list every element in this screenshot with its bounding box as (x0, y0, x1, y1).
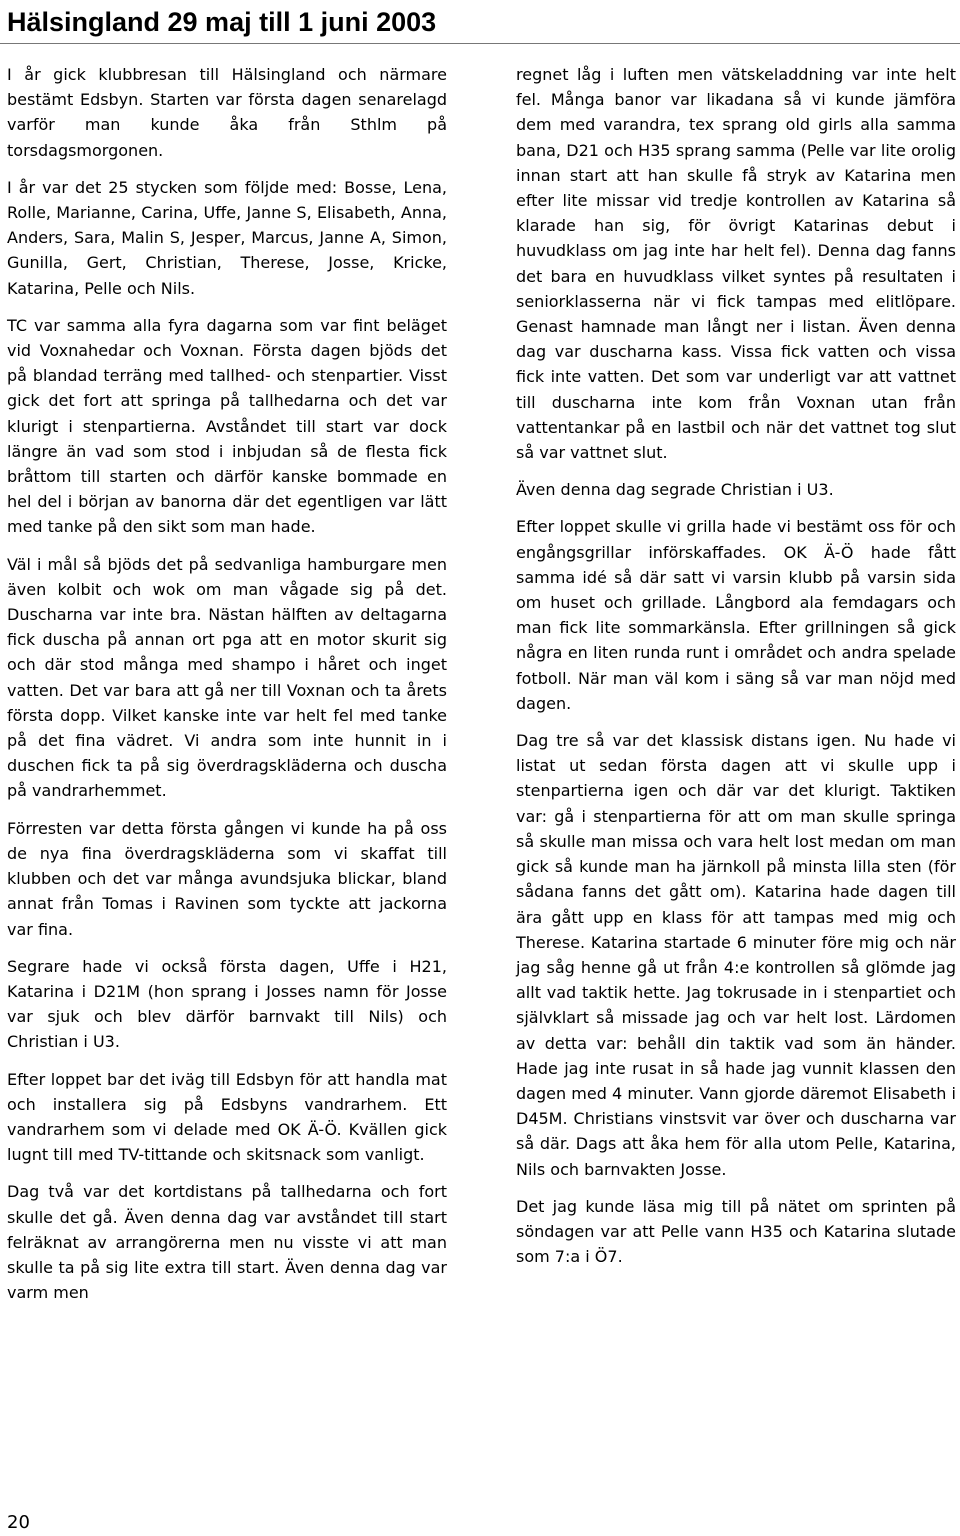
paragraph: I år var det 25 stycken som följde med: Bosse, Lena, Rolle, Marianne, Carina, Uffe, Janne S, Elisabeth, Anna, Anders, Sara, Malin S, Jesper, Marcus, Janne A, Simon, Gunilla, Gert, Christian, Therese, Josse, Kricke, Katarina, Pelle och Nils. (7, 177, 447, 298)
paragraph: Segrare hade vi också första dagen, Uffe i H21, Katarina i D21M (hon sprang i Josses namn för Josse var sjuk och blev därför barnvakt till Nils) och Christian i U3. (7, 956, 447, 1052)
page-number: 20 (7, 1512, 30, 1533)
page-title: Hälsingland 29 maj till 1 juni 2003 (7, 7, 437, 37)
left-column (7, 62, 447, 1317)
paragraph: regnet låg i luften men vätskeladdning var inte helt fel. Många banor var likadana så vi kunde jämföra dem med varandra, tex sprang old girls alla samma bana, D21 och H35 sprang samma (Pelle var lite orolig innan start att han skulle få stryk av Katarina men efter lite missar vid tredje kontrollen av Katarina så klarade han sig, för övrigt Katarinas debut i huvudklass om jag inte har helt fel). Denna dag fanns det bara en huvudklass vilket syntes på resultaten i seniorklasserna när vi fick tampas med elitlöpare. Genast hamnade man långt ner i listan. Även denna dag var duscharna kass. Vissa fick vatten och vissa fick inte vatten. Det som var underligt var att vattnet till duscharna inte kom från Voxnan utan från vattentankar på en lastbil och när det vattnet tog slut så var vattnet slut. (516, 65, 956, 463)
paragraph: Det jag kunde läsa mig till på nätet om sprinten på söndagen var att Pelle vann H35 och Katarina slutade som 7:a i Ö7. (516, 1196, 956, 1267)
paragraph: Dag två var det kortdistans på tallhedarna och fort skulle det gå. Även denna dag var avståndet till start felräknat av arrangörerna men nu visste vi att man skulle ta på sig lite extra till start. Även denna dag var varm men (7, 1182, 447, 1303)
paragraph: Efter loppet skulle vi grilla hade vi bestämt oss för och engångsgrillar införskaffades. OK Ä-Ö hade fått samma idé så där satt vi varsin klubb på varsin sida om huset och grillade. Långbord ala femdagars och man fick lite sommarkänsla. Efter grillningen så gick några en liten runda runt i området och andra spelade fotboll. När man väl kom i säng så var man nöjd med dagen. (516, 517, 956, 713)
right-column (516, 62, 956, 1281)
paragraph: Väl i mål så bjöds det på sedvanliga hamburgare men även kolbit och wok om man vågade sig på det. Duscharna var inte bra. Nästan hälften av deltagarna fick duscha på annan ort pga att en motor skurit sig och där stod många med shampo i håret och inget vatten. Det var bara att gå ner till Voxnan och ta årets första dopp. Vilket kanske inte var helt fel med tanke på det fina vädret. Vi andra som inte hunnit in i duschen fick ta på sig överdragskläderna och duscha på vandrarhemmet. (7, 554, 447, 801)
title-divider (0, 43, 960, 44)
paragraph: Dag tre så var det klassisk distans igen. Nu hade vi listat ut sedan första dagen att vi skulle upp i stenpartierna igen och där var det klurigt. Taktiken var: gå i stenpartierna för att om man skulle springa så skulle man missa och vara helt lost medan om man gick så kunde man ha järnkoll på minsta lilla sten (för sådana fanns det gått om). Katarina hade dagen till ära gått upp en klass för att tampas med mig och Therese. Katarina startade 6 minuter före mig och när jag såg henne gå ut från 4:e kontrollen så glömde jag allt vad taktik hette. Jag tokrusade in i stenpartiet och självklart så missade jag och var helt lost. Lärdomen av detta var: behåll din taktik vad som än händer. Hade jag inte rusat in så hade jag vunnit klassen den dagen med 4 minuter. Vann gjorde däremot Elisabeth i D45M. Christians vinstsvit var över och duscharna var så där. Dags att åka hem för alla utom Pelle, Katarina, Nils och barnvakten Josse. (516, 731, 956, 1179)
paragraph: Efter loppet bar det iväg till Edsbyn för att handla mat och installera sig på Edsbyns vandrarhem. Ett vandrarhem som vi delade med OK Ä-Ö. Kvällen gick lugnt till med TV-tittande och skitsnack som vanligt. (7, 1069, 447, 1165)
paragraph: TC var samma alla fyra dagarna som var fint beläget vid Voxnahedar och Voxnan. Första dagen bjöds det på blandad terräng med tallhed- och stenpartier. Visst gick det fort att springa på tallhedarna och det var klurigt i stenpartierna. Avståndet till start var dock längre än vad som stod i inbjudan så de flesta fick bråttom till starten och därför kanske bommade en hel del i början av banorna där det egentligen var lätt med tanke på den sikt som man hade. (7, 315, 447, 537)
paragraph: I år gick klubbresan till Hälsingland och närmare bestämt Edsbyn. Starten var första dagen senarelagd varför man kunde åka från Sthlm på torsdagsmorgonen. (7, 65, 447, 160)
paragraph: Förresten var detta första gången vi kunde ha på oss de nya fina överdragskläderna som vi skaffat till klubben och det var många avundsjuka blickar, bland annat från Tomas i Ravinen som tyckte att jackorna var fina. (7, 818, 447, 939)
paragraph: Även denna dag segrade Christian i U3. (516, 480, 834, 500)
